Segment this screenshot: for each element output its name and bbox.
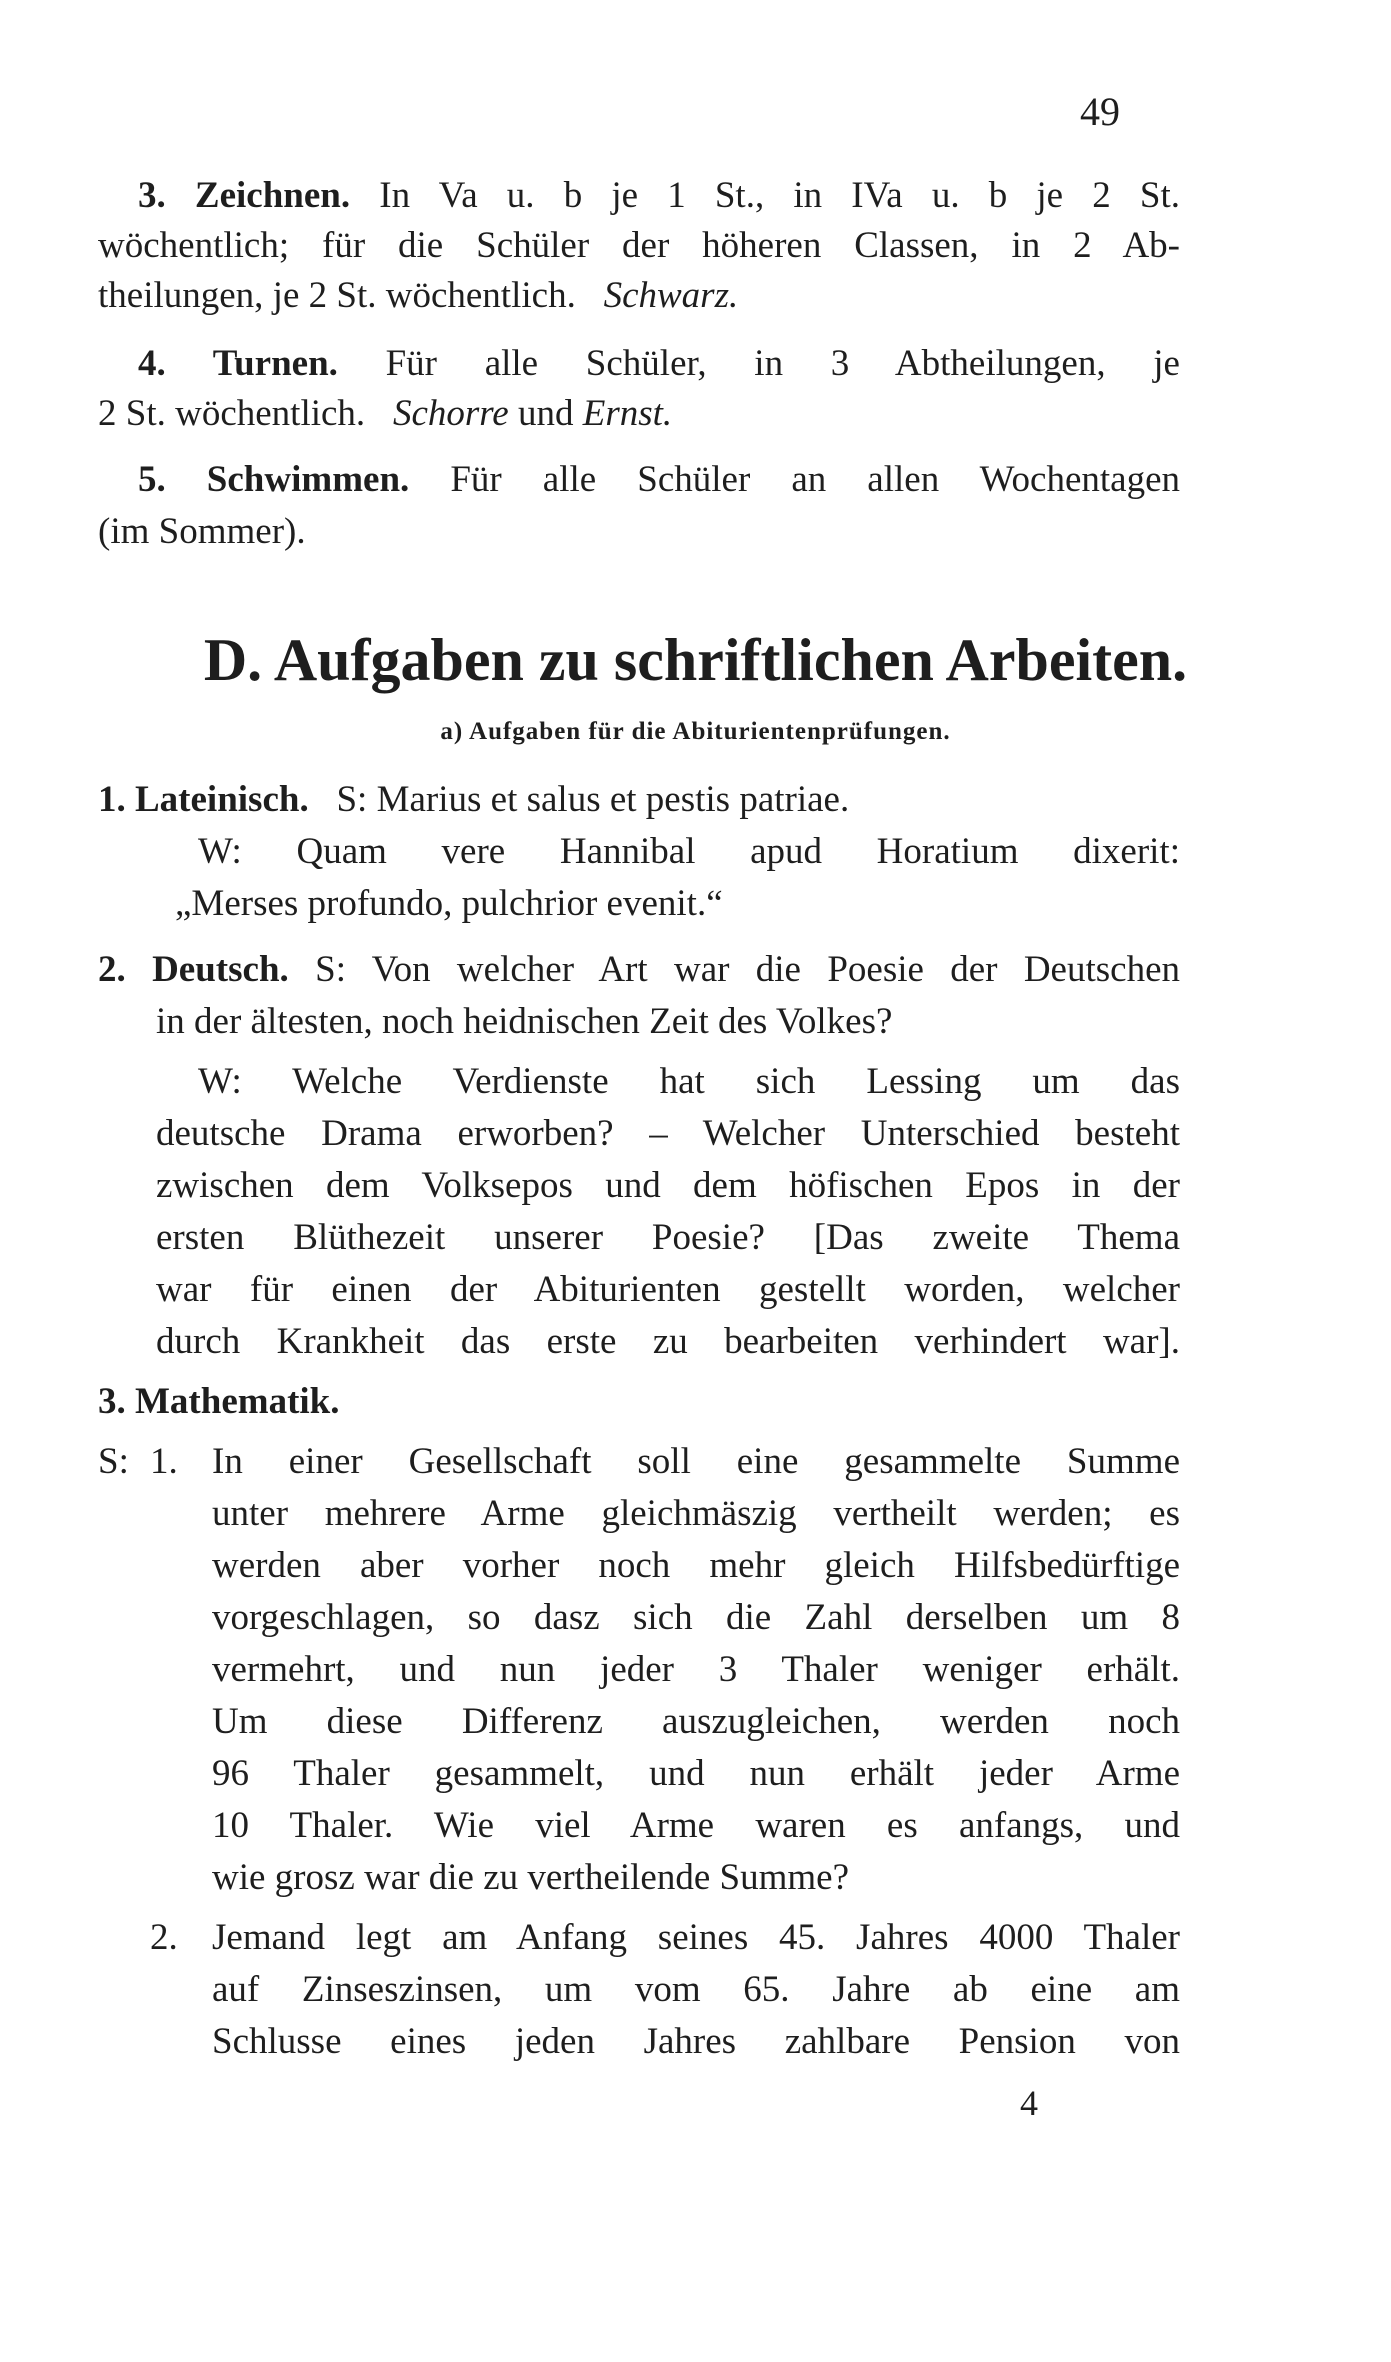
section-d-heading: D. Aufgaben zu schriftlichen Arbeiten. xyxy=(203,627,1188,693)
task-1-number: 1. xyxy=(150,1441,178,1482)
task-1-line-3: werden aber vorher noch mehr gleich Hilfsbedürftige xyxy=(212,1545,1180,1586)
schwimmen-line-2: (im Sommer). xyxy=(98,511,306,552)
zeichnen-title: 3. Zeichnen. xyxy=(138,175,351,216)
task-1-line-1: In einer Gesellschaft soll eine gesammelte Summe xyxy=(212,1441,1180,1482)
turnen-teacher-1: Schorre xyxy=(392,393,509,434)
schwimmen-title: 5. Schwimmen. xyxy=(138,459,410,500)
latein-line-2: W: Quam vere Hannibal apud Horatium dixerit: xyxy=(198,831,1180,872)
latein-line-3: „Merses profundo, pulchrior evenit.“ xyxy=(175,883,723,924)
latein-title: 1. Lateinisch. xyxy=(98,779,309,820)
task-2-line-3: Schlusse eines jeden Jahres zahlbare Pension von xyxy=(212,2021,1180,2062)
deutsch-w-line-2: deutsche Drama erworben? – Welcher Unterschied besteht xyxy=(156,1113,1180,1154)
page-number: 49 xyxy=(1080,89,1120,134)
zeichnen-line-1: 3. Zeichnen. In Va u. b je 1 St., in IVa u. b je 2 St. xyxy=(138,175,1180,216)
task-2-line-1: Jemand legt am Anfang seines 45. Jahres 4000 Thaler xyxy=(212,1917,1180,1958)
task-2-line-2: auf Zinseszinsen, um vom 65. Jahre ab eine am xyxy=(212,1969,1180,2010)
deutsch-line-1: 2. Deutsch. S: Von welcher Art war die Poesie der Deutschen xyxy=(98,949,1180,990)
mathematik-title: 3. Mathematik. xyxy=(98,1381,340,1422)
deutsch-w-line-5: war für einen der Abiturienten gestellt worden, welcher xyxy=(156,1269,1180,1310)
schwimmen-line-1: 5. Schwimmen. Für alle Schüler an allen Wochentagen xyxy=(138,459,1181,500)
mathematik-s-label: S: xyxy=(98,1441,129,1482)
zeichnen-teacher: Schwarz. xyxy=(603,275,739,316)
task-1-line-8: 10 Thaler. Wie viel Arme waren es anfangs, und xyxy=(212,1805,1180,1846)
turnen-teacher-2: Ernst. xyxy=(582,393,673,434)
section-d-subheading: a) Aufgaben für die Abiturientenprüfungen. xyxy=(440,718,951,745)
deutsch-w-line-3: zwischen dem Volksepos und dem höfischen Epos in der xyxy=(156,1165,1180,1206)
turnen-line-1: 4. Turnen. Für alle Schüler, in 3 Abtheilungen, je xyxy=(138,343,1180,384)
footer-signature: 4 xyxy=(1020,2083,1038,2123)
deutsch-w-line-4: ersten Blüthezeit unserer Poesie? [Das zweite Thema xyxy=(156,1217,1180,1258)
task-1-line-4: vorgeschlagen, so dasz sich die Zahl derselben um 8 xyxy=(212,1597,1180,1638)
task-2-number: 2. xyxy=(150,1917,178,1958)
deutsch-w-line-1: W: Welche Verdienste hat sich Lessing um das xyxy=(198,1061,1180,1102)
task-1-line-5: vermehrt, und nun jeder 3 Thaler weniger erhält. xyxy=(212,1649,1180,1690)
turnen-title: 4. Turnen. xyxy=(138,343,338,384)
latein-line-1: 1. Lateinisch. S: Marius et salus et pestis patriae. xyxy=(98,779,850,820)
zeichnen-line-3: theilungen, je 2 St. wöchentlich. Schwarz. xyxy=(98,275,739,316)
turnen-line-2: 2 St. wöchentlich. Schorre und Ernst. xyxy=(98,393,673,434)
deutsch-w-line-6: durch Krankheit das erste zu bearbeiten verhindert war]. xyxy=(156,1321,1180,1362)
task-1-line-7: 96 Thaler gesammelt, und nun erhält jeder Arme xyxy=(212,1753,1180,1794)
zeichnen-line-2: wöchentlich; für die Schüler der höheren Classen, in 2 Ab- xyxy=(98,225,1180,266)
task-1-line-6: Um diese Differenz auszugleichen, werden noch xyxy=(212,1701,1180,1742)
deutsch-title: 2. Deutsch. xyxy=(98,949,289,990)
task-1-line-9: wie grosz war die zu vertheilende Summe? xyxy=(212,1857,849,1898)
task-1-line-2: unter mehrere Arme gleichmäszig vertheilt werden; es xyxy=(212,1493,1180,1534)
deutsch-line-2: in der ältesten, noch heidnischen Zeit des Volkes? xyxy=(156,1001,893,1042)
